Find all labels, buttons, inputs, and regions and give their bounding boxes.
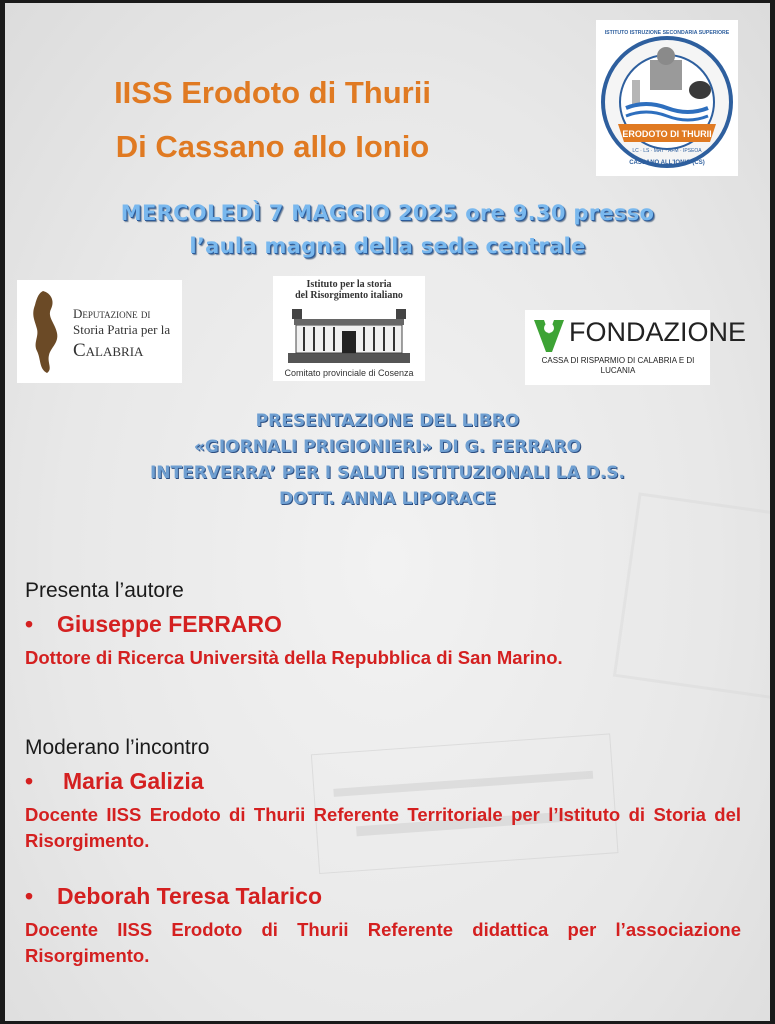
moderator-name: Deborah Teresa Talarico: [57, 883, 323, 909]
moderators-section-label: Moderano l’incontro: [25, 736, 210, 759]
deputazione-line1: Deputazione di: [73, 306, 151, 321]
istituto-caption: Comitato provinciale di Cosenza: [284, 368, 414, 378]
calabria-silhouette-icon: [25, 287, 65, 377]
presenter-name: Giuseppe FERRARO: [57, 611, 282, 637]
moderator-item: [25, 883, 322, 910]
moderator-description: Docente IISS Erodoto di Thurii Referente didattica per l’associazione Risorgimento.: [25, 919, 741, 966]
presenter-description: Dottore di Ricerca Università della Repubblica di San Marino.: [25, 647, 563, 668]
istituto-title-line2: del Risorgimento italiano: [295, 290, 403, 301]
principal-name-line: DOTT. ANNA LIPORACE: [278, 489, 497, 509]
book-title-line: «GIORNALI PRIGIONIERI» DI G. FERRARO: [193, 437, 582, 457]
school-logo: [596, 20, 738, 176]
moderator-item: [25, 768, 204, 795]
presenter-section-label: Presenta l’autore: [25, 579, 184, 602]
deputazione-logo: [17, 280, 182, 383]
presenter-item: [25, 611, 282, 638]
school-name-line1: IISS Erodoto di Thurii: [114, 75, 431, 110]
moderator-description: Docente IISS Erodoto di Thurii Referente Territoriale per l’Istituto di Storia del Risorgimento.: [25, 804, 741, 851]
school-logo-bottom-text: CASSANO ALL'IONIO (CS): [629, 160, 705, 166]
school-crest-icon: [596, 20, 738, 176]
moderator-name: Maria Galizia: [63, 768, 204, 794]
fondazione-name: FONDAZIONE: [569, 317, 747, 347]
bullet-icon: •: [25, 883, 34, 909]
school-logo-subline: LC · LS · MAT · AFM · IPSEOA: [632, 148, 702, 154]
school-name-line2: Di Cassano allo Ionio: [115, 129, 430, 164]
fondazione-logo: [525, 310, 747, 385]
deputazione-line3: Calabria: [73, 340, 144, 361]
fondazione-subtitle: CASSA DI RISPARMIO DI CALABRIA E DI LUCANIA: [541, 356, 695, 375]
book-presentation-heading: PRESENTAZIONE DEL LIBRO: [255, 411, 520, 431]
vittoriano-monument-icon: [284, 303, 414, 365]
institutional-greetings-line: INTERVERRA’ PER I SALUTI ISTITUZIONALI LA D.S.: [149, 463, 625, 483]
bullet-icon: •: [25, 768, 34, 794]
poster: [5, 3, 770, 1021]
istituto-title-line1: Istituto per la storia: [306, 279, 392, 290]
school-logo-banner-text: ERODOTO DI THURII: [622, 129, 712, 139]
istituto-risorgimento-logo: [273, 276, 425, 381]
bullet-icon: •: [25, 611, 34, 637]
deputazione-line2: Storia Patria per la: [73, 322, 171, 337]
event-date-line: MERCOLEDÌ 7 MAGGIO 2025 ore 9.30 presso: [120, 201, 655, 225]
school-logo-ring-text: ISTITUTO ISTRUZIONE SECONDARIA SUPERIORE: [604, 30, 730, 36]
fondazione-mark-icon: [530, 316, 568, 356]
event-venue-line: l’aula magna della sede centrale: [189, 234, 586, 258]
